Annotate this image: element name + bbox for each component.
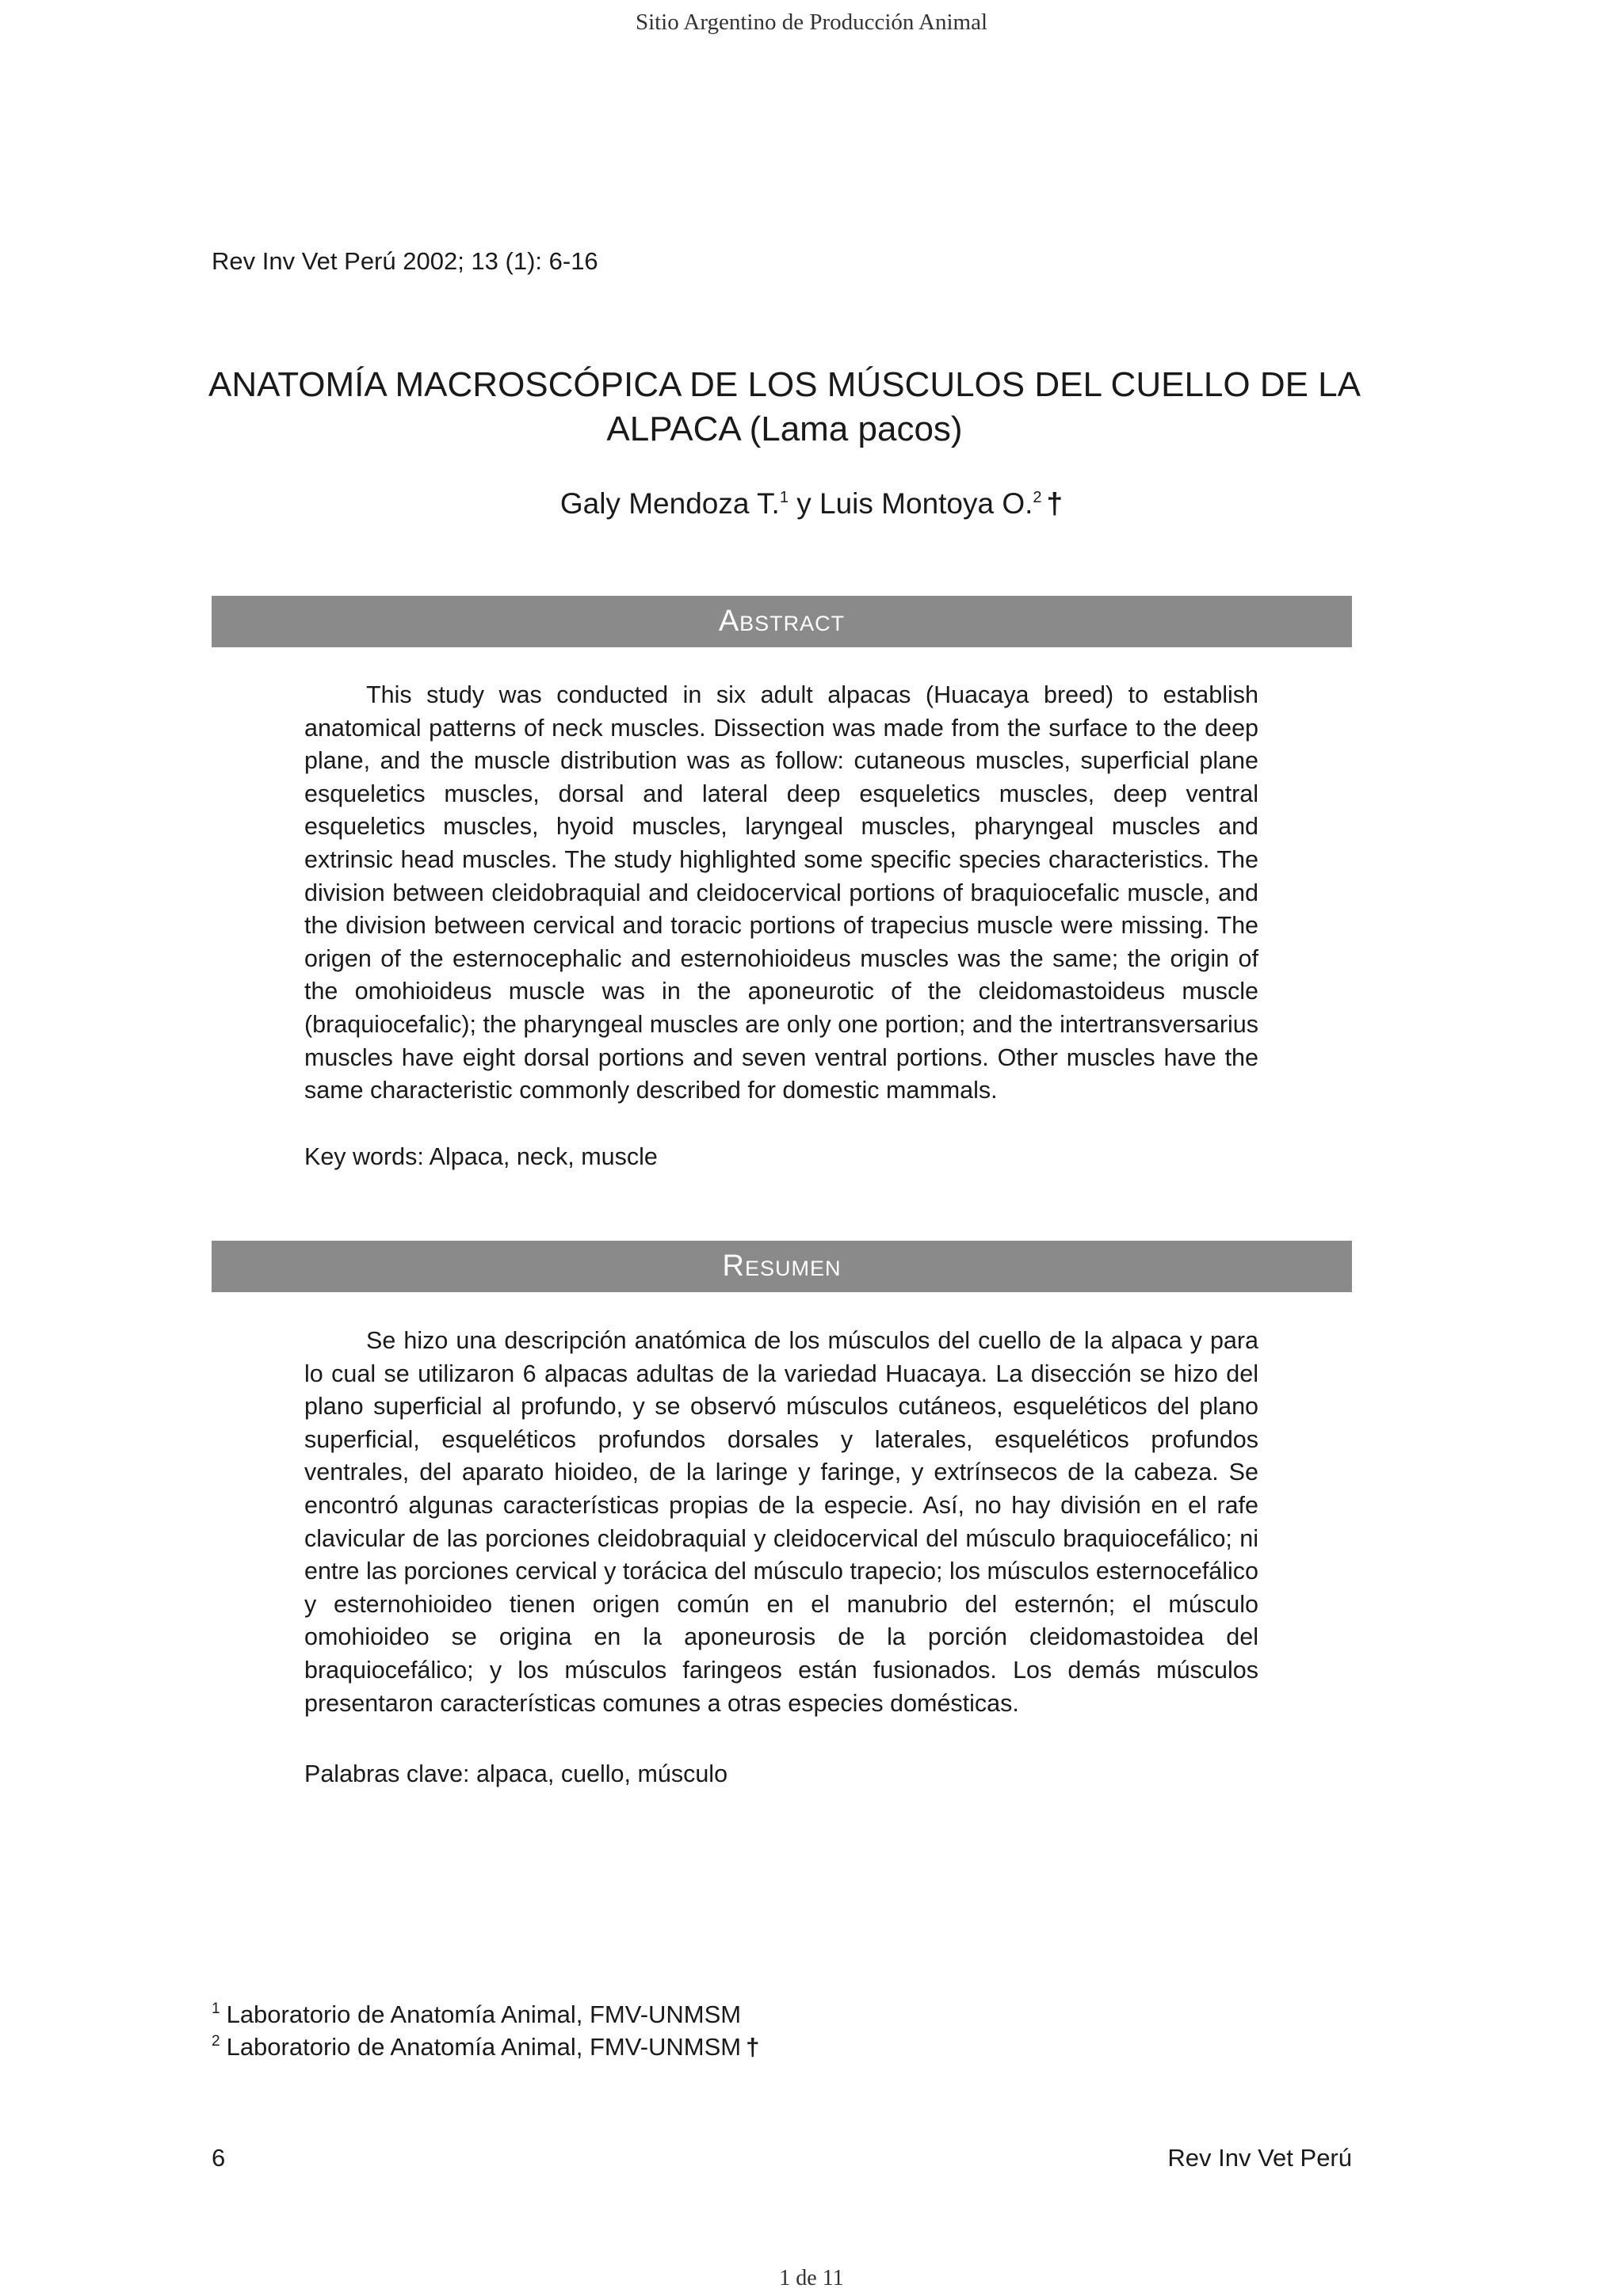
author-connector: y (788, 487, 820, 520)
page-count: 1 de 11 (779, 2266, 844, 2290)
author-line (0, 487, 1623, 521)
keywords: Key words: Alpaca, neck, muscle (304, 1143, 658, 1170)
footnote-marker: 2 (212, 2033, 220, 2050)
page-number: 6 (212, 2144, 226, 2172)
palabras-clave: Palabras clave: alpaca, cuello, músculo (304, 1760, 728, 1787)
abstract-text: This study was conducted in six adult alpacas (Huacaya breed) to establish anatomical patterns of neck muscles. Dissection was made from the surface to the deep plane, and the muscle distribution was as follow: cutaneous muscles, superficial plane esqueletics muscles, dorsal and lateral deep esqueletics muscles, deep ventral esqueletics muscles, hyoid muscles, laryngeal muscles, pharyngeal muscles and extrinsic head muscles. The study highlighted some specific species characteristics. The division between cleidobraquial and cleidocervical portions of braquiocefalic muscle, and the division between cervical and toracic portions of trapecius muscle were missing. The origen of the esternocephalic and esternohioideus muscles was the same; the origin of the omohioideus muscle was in the aponeurotic of the cleidomastoideus muscle (braquiocefalic); the pharyngeal muscles are only one portion; and the intertransversarius muscles have eight dorsal portions and seven ventral portions. Other muscles have the same characteristic commonly described for domestic mammals. (304, 681, 1258, 1104)
journal-footer: Rev Inv Vet Perú (1167, 2144, 1352, 2172)
affiliation-marker: 1 (779, 489, 789, 506)
footnote-text: Laboratorio de Anatomía Animal, FMV-UNMSM (226, 2000, 742, 2028)
article-title: ANATOMÍA MACROSCÓPICA DE LOS MÚSCULOS DEL CUELLO DE LA ALPACA (Lama pacos) (208, 365, 1361, 448)
resumen-text: Se hizo una descripción anatómica de los músculos del cuello de la alpaca y para lo cual se utilizaron 6 alpacas adultas de la variedad Huacaya. La disección se hizo del plano superficial al profundo, y se observó músculos cutáneos, esqueléticos del plano superficial, esqueléticos profundos dorsales y laterales, esqueléticos profundos ventrales, del aparato hioideo, de la laringe y faringe, y extrínsecos de la cabeza. Se encontró algunas características propias de la especie. Así, no hay división en el rafe clavicular de las porciones cleidobraquial y cleidocervical del músculo braquiocefálico; ni entre las porciones cervical y torácica del músculo trapecio; los músculos esternocefálico y esternohioideo tienen origen común en el manubrio del esternón; el músculo omohioideo se origina en la aponeurosis de la porción cleidomastoidea del braquiocefálico; y los músculos faringeos están fusionados. Los demás músculos presentaron características comunes a otras especies domésticas. (304, 1327, 1258, 1717)
abstract-heading: Abstract (212, 596, 1352, 647)
author-name: Luis Montoya O. (819, 487, 1033, 520)
affiliation-marker: 2 (1033, 489, 1042, 506)
author-name: Galy Mendoza T. (559, 487, 780, 520)
footnote (212, 1998, 759, 2031)
dagger-symbol: † (746, 2033, 760, 2061)
resumen-heading: Resumen (212, 1241, 1352, 1292)
site-header: Sitio Argentino de Producción Animal (635, 10, 988, 35)
footnote-marker: 1 (212, 2000, 220, 2017)
footnotes (212, 1998, 759, 2063)
footnote-text: Laboratorio de Anatomía Animal, FMV-UNMSM (226, 2033, 742, 2061)
dagger-symbol: † (1046, 487, 1064, 520)
journal-citation: Rev Inv Vet Perú 2002; 13 (1): 6-16 (212, 247, 598, 275)
footnote (212, 2031, 759, 2063)
